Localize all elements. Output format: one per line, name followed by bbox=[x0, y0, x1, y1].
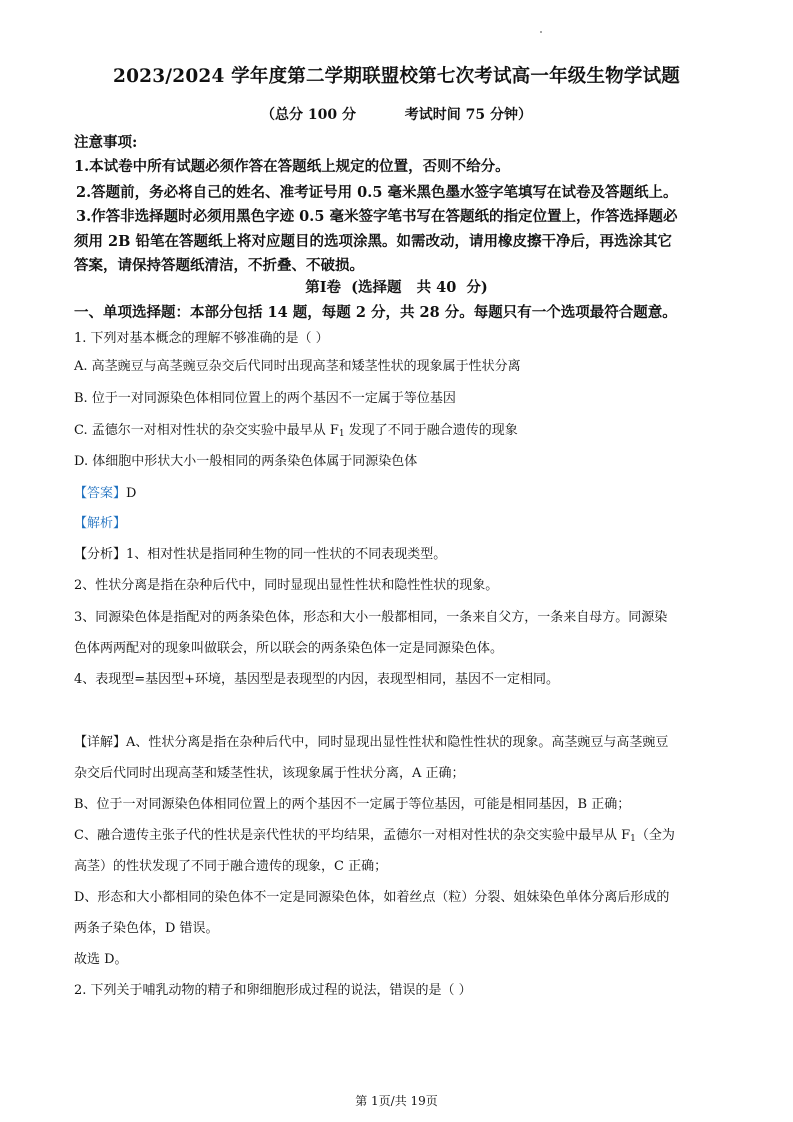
detail-text-1: A、性状分离是指在杂种后代中，同时显现出显性性状和隐性性状的现象。高茎豌豆与高茎豌豆 bbox=[126, 735, 669, 750]
fenxi-line-3: 3、同源染色体是指配对的两条染色体，形态和大小一般都相同，一条来自父方，一条来自母方。同源染 bbox=[74, 610, 668, 625]
detail-line-2: 杂交后代同时出现高茎和矮茎性状，该现象属于性状分离，A 正确； bbox=[74, 766, 465, 781]
note-3-line-3: 答案，请保持答题纸清洁，不折叠、不破损。 bbox=[74, 257, 364, 274]
note-3-line-2: 须用 2B 铅笔在答题纸上将对应题目的选项涂黑。如需改动，请用橡皮擦干净后，再选涂其它 bbox=[74, 233, 672, 250]
fenxi-label: 【分析】 bbox=[74, 547, 127, 562]
answer-label: 【答案】 bbox=[74, 486, 127, 501]
fenxi-line-2: 2、性状分离是指在杂种后代中，同时显现出显性性状和隐性性状的现象。 bbox=[74, 578, 499, 593]
answer-value: D bbox=[126, 486, 137, 501]
q2-stem: 2. 下列关于哺乳动物的精子和卵细胞形成过程的说法，错误的是（ ） bbox=[74, 983, 472, 998]
detail-line-7: 两条子染色体，D 错误。 bbox=[74, 921, 219, 936]
part-heading: 一、单项选择题：本部分包括 14 题，每题 2 分，共 28 分。每题只有一个选项最符合题意。 bbox=[74, 304, 677, 321]
fenxi-line-4: 色体两两配对的现象叫做联会，所以联会的两条染色体一定是同源染色体。 bbox=[74, 641, 504, 656]
detail-line-4 bbox=[74, 827, 675, 848]
detail-label: 【详解】 bbox=[74, 735, 127, 750]
scan-dot bbox=[540, 31, 542, 33]
notes-heading: 注意事项: bbox=[74, 134, 138, 151]
fenxi-line-5: 4、表现型=基因型+环境，基因型是表现型的内因，表现型相同，基因不一定相同。 bbox=[74, 672, 560, 687]
q1-answer bbox=[74, 485, 136, 503]
exam-title: 2023/2024 学年度第二学期联盟校第七次考试高一年级生物学试题 bbox=[113, 66, 680, 87]
detail-subscript: 1 bbox=[630, 834, 636, 844]
section-heading: 第Ⅰ卷 (选择题 共 40 分) bbox=[305, 279, 488, 296]
q1-option-b: B. 位于一对同源染色体相同位置上的两个基因不一定属于等位基因 bbox=[74, 391, 456, 406]
q1-option-d: D. 体细胞中形状大小一般相同的两条染色体属于同源染色体 bbox=[74, 454, 418, 469]
q1-option-a: A. 高茎豌豆与高茎豌豆杂交后代同时出现高茎和矮茎性状的现象属于性状分离 bbox=[74, 359, 521, 374]
q1-option-c-subscript: 1 bbox=[338, 429, 345, 439]
q1-option-c bbox=[74, 422, 518, 443]
conclusion: 故选 D。 bbox=[74, 952, 128, 967]
page-number: 第 1页/共 19页 bbox=[355, 1094, 438, 1108]
note-2: 2.答题前，务必将自己的姓名、准考证号用 0.5 毫米黑色墨水签字笔填写在试卷及答题纸上。 bbox=[76, 184, 678, 201]
analysis-label: 【解析】 bbox=[74, 516, 127, 531]
note-1: 1.本试卷中所有试题必须作答在答题纸上规定的位置，否则不给分。 bbox=[74, 158, 510, 175]
fenxi-line-1 bbox=[74, 546, 446, 564]
detail-line-1 bbox=[74, 734, 668, 752]
detail-line-6: D、形态和大小都相同的染色体不一定是同源染色体，如着丝点（粒）分裂、姐妹染色单体分离后形成的 bbox=[74, 890, 670, 905]
exam-subtitle: （总分 100 分 考试时间 75 分钟） bbox=[261, 107, 532, 123]
q1-stem: 1. 下列对基本概念的理解不够准确的是（ ） bbox=[74, 331, 329, 346]
detail-text-4: C、融合遗传主张子代的性状是亲代性状的平均结果，孟德尔一对相对性状的杂交实验中最早从 F bbox=[74, 828, 631, 843]
note-3-line-1: 3.作答非选择题时必须用黑色字迹 0.5 毫米签字笔书写在答题纸的指定位置上，作答选择题必 bbox=[76, 208, 678, 225]
fenxi-text-1: 1、相对性状是指同种生物的同一性状的不同表现类型。 bbox=[126, 547, 447, 562]
detail-line-5: 高茎）的性状发现了不同于融合遗传的现象，C 正确； bbox=[74, 859, 388, 874]
q1-option-c-text-end: 发现了不同于融合遗传的现象 bbox=[344, 423, 518, 438]
detail-line-3: B、位于一对同源染色体相同位置上的两个基因不一定属于等位基因，可能是相同基因，B 正确； bbox=[74, 797, 631, 812]
detail-text-4-end: （全为 bbox=[635, 828, 675, 843]
q1-option-c-text: C. 孟德尔一对相对性状的杂交实验中最早从 F bbox=[74, 423, 339, 438]
